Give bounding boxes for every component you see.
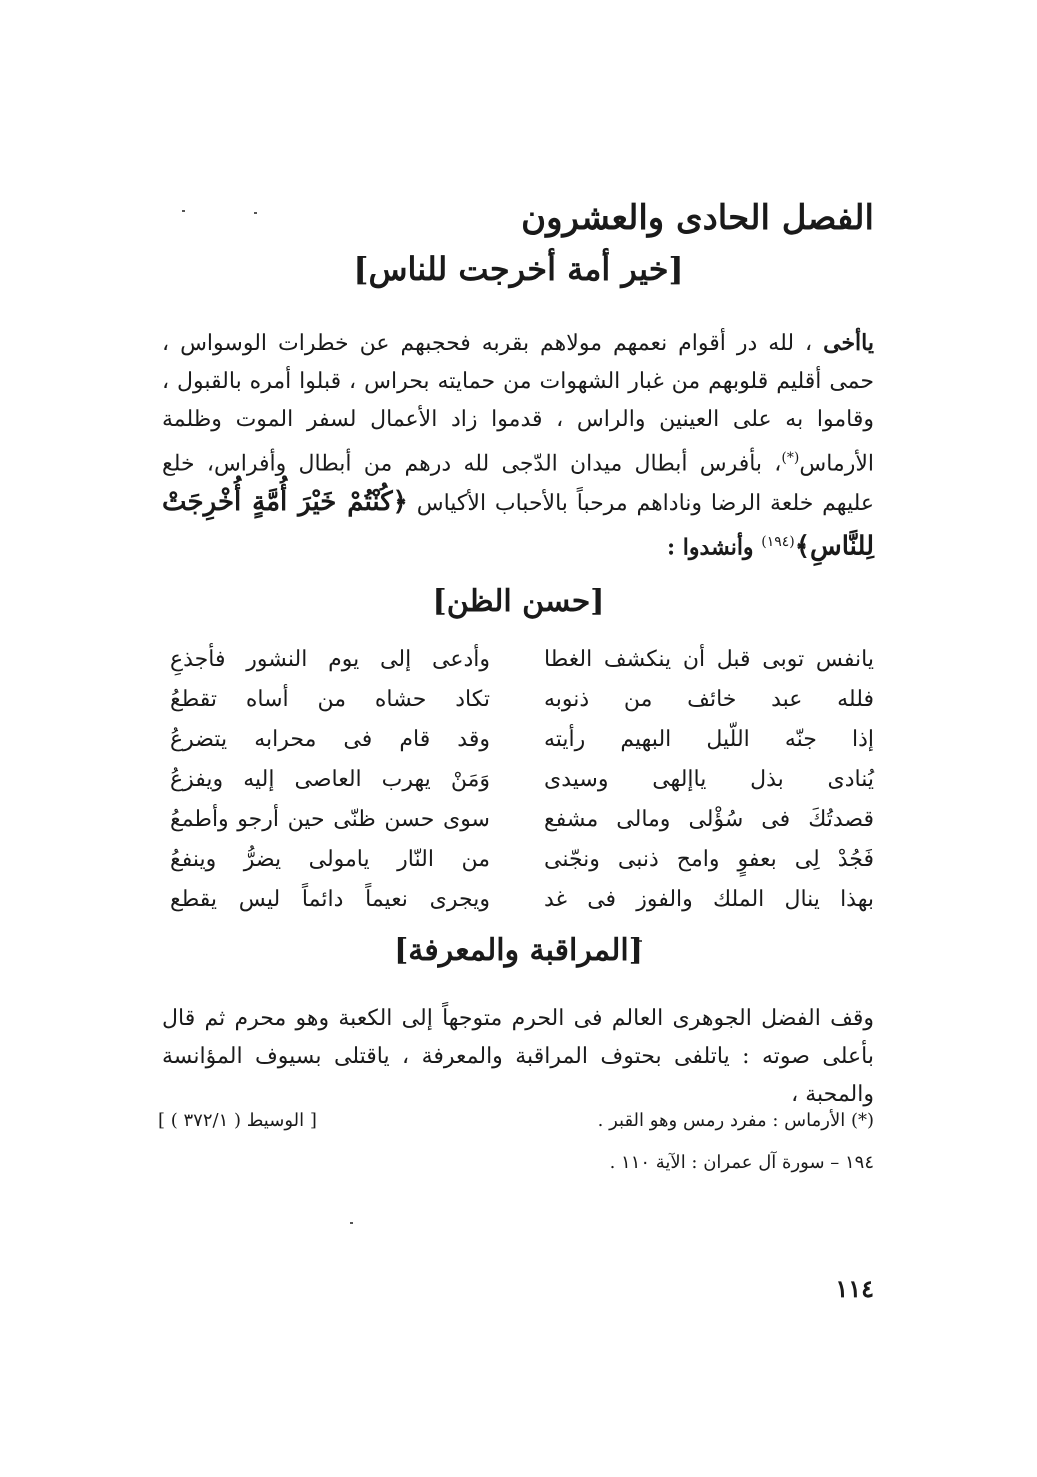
paragraph-text: ، لله در أقوام نعمهم مولاهم بقربه فحجبهم عن خطرات الوسواس ، حمى أقليم قلوبهم من غبار الشهوات من حمايته بحراس ، قبلوا أمره بالقبول ، وقاموا به على العينين والراس ، قدموا زاد الأعمال لسفر الموت وظلمة الأرماس xyxy=(162,331,874,477)
footnote-arms: (*) الأرماس : مفرد رمس وهو القبر . xyxy=(597,1110,874,1131)
poem-line xyxy=(0,647,1037,687)
paragraph-best-nation xyxy=(162,324,874,568)
paragraph-text-continued: ، بأفرس أبطال ميدان الدّجى لله درهم من أبطال وأفراس، خلع عليهم خلعة الرضا وناداهم مرحباً بالأحباب الأكياس xyxy=(162,451,874,517)
section-heading-vigilance: [المراقبة والمعرفة] xyxy=(394,933,643,968)
poem-first-hemistich: قصدتُكَ فى سُؤْلى ومالى مشفع xyxy=(544,807,874,832)
poem-first-hemistich: بهذا ينال الملك والفوز فى غد xyxy=(544,887,874,912)
section-heading-best-nation: [خير أمة أخرجت للناس] xyxy=(353,250,684,288)
footnote-source-reference: [ الوسيط ( ٣٧٢/١ ) ] xyxy=(158,1110,317,1131)
page-number: ١١٤ xyxy=(835,1274,874,1303)
poem-line xyxy=(0,847,1037,887)
footnote-marker: (*) xyxy=(781,450,800,466)
ink-speck xyxy=(254,212,257,214)
paragraph-tail: وأنشدوا : xyxy=(667,534,762,561)
chapter-title: الفصل الحادى والعشرون xyxy=(521,198,874,238)
verse-reference-marker: (١٩٤) xyxy=(761,534,795,551)
poem-second-hemistich: ويجرى نعيماً دائماً ليس يقطع xyxy=(170,887,490,912)
poem-line xyxy=(0,767,1037,807)
poem-line xyxy=(0,687,1037,727)
poem-first-hemistich: فلله عبد خائف من ذنوبه xyxy=(544,687,874,712)
poem-first-hemistich: فَجُدْ لِى بعفوٍ وامح ذنبى ونجّنى xyxy=(544,847,874,872)
quran-verse: ﴿كُنْتُمْ خَيْرَ أُمَّةٍ أُخْرِجَتْ لِلنَّاسِ﴾ xyxy=(162,487,874,562)
ink-speck xyxy=(350,1222,353,1224)
poem-line xyxy=(0,807,1037,847)
poem-line xyxy=(0,887,1037,927)
section-heading-good-opinion: [حسن الظن] xyxy=(432,584,605,619)
footnote-verse-source: ١٩٤ – سورة آل عمران : الآية ١١٠ . xyxy=(609,1152,874,1173)
poem-second-hemistich: وأدعى إلى يوم النشور فأجذعِ xyxy=(170,647,490,672)
paragraph-vigilance: وقف الفضل الجوهرى العالم فى الحرم متوجهاً إلى الكعبة وهو محرم ثم قال بأعلى صوته : ياتلفى بحتوف المراقبة والمعرفة ، ياقتلى بسيوف المؤانسة والمحبة ، xyxy=(162,1006,874,1107)
poem-second-hemistich: تكاد حشاه من أساه تقطعُ xyxy=(170,687,490,712)
poem-line xyxy=(0,727,1037,767)
poem-first-hemistich: إذا جنّه اللّيل البهيم رأيته xyxy=(544,727,874,752)
poem-first-hemistich: يانفس توبى قبل أن ينكشف الغطا xyxy=(544,647,874,672)
lead-word: ياأخى xyxy=(823,330,874,356)
poem-second-hemistich: من النّار يامولى يضرُّ وينفعُ xyxy=(170,847,490,872)
poem-second-hemistich: وَمَنْ يهرب العاصى إليه ويفزعُ xyxy=(170,767,490,792)
poem-first-hemistich: يُنادى بذل ياإلهى وسيدى xyxy=(544,767,874,792)
poem-second-hemistich: سوى حسن ظنّى حين أرجو وأطمعُ xyxy=(170,807,490,832)
poem-second-hemistich: وقد قام فى محرابه يتضرعُ xyxy=(170,727,490,752)
ink-speck xyxy=(182,210,185,212)
